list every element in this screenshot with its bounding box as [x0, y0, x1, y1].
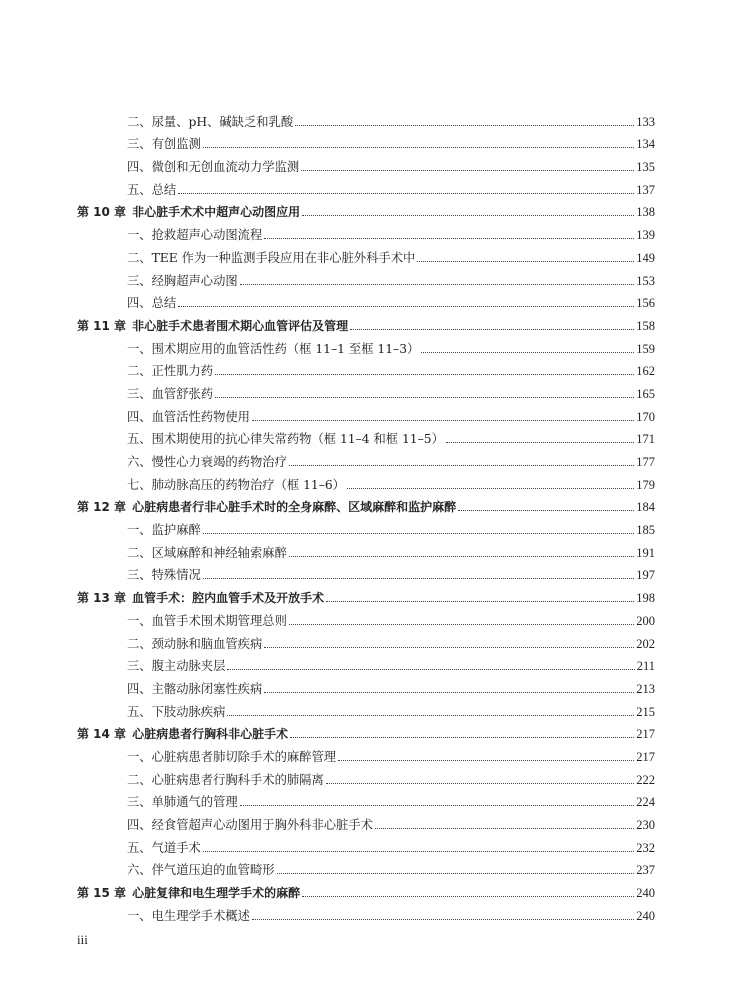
entry-title: 五、围术期使用的抗心律失常药物（框 11–4 和框 11–5） — [127, 432, 444, 447]
chapter-number: 第 13 章 — [77, 591, 127, 606]
toc-chapter-entry[interactable] — [77, 492, 655, 515]
entry-page-number: 215 — [636, 704, 655, 719]
entry-page-number: 217 — [636, 749, 655, 764]
entry-page-number: 137 — [636, 182, 655, 197]
toc-section-entry[interactable] — [77, 333, 655, 356]
entry-title: 血管手术：腔内血管手术及开放手术 — [132, 591, 325, 606]
dot-leader — [264, 646, 634, 648]
entry-page-number: 200 — [636, 613, 655, 628]
dot-leader — [347, 487, 634, 489]
toc-section-entry[interactable] — [77, 242, 655, 265]
toc-chapter-entry[interactable] — [77, 310, 655, 333]
table-of-contents — [77, 106, 655, 923]
entry-page-number: 139 — [636, 228, 655, 243]
toc-chapter-entry[interactable] — [77, 197, 655, 220]
dot-leader — [215, 373, 634, 375]
toc-section-entry[interactable] — [77, 446, 655, 469]
entry-page-number: 202 — [636, 636, 655, 651]
dot-leader — [421, 351, 634, 353]
toc-section-entry[interactable] — [77, 537, 655, 560]
entry-page-number: 162 — [636, 364, 655, 379]
entry-title: 非心脏手术术中超声心动图应用 — [132, 205, 301, 220]
dot-leader — [227, 714, 634, 716]
entry-title: 心脏病患者行非心脏手术时的全身麻醉、区域麻醉和监护麻醉 — [132, 500, 457, 515]
dot-leader — [302, 895, 634, 897]
entry-title: 五、气道手术 — [127, 840, 201, 855]
entry-page-number: 185 — [636, 523, 655, 538]
entry-page-number: 191 — [636, 545, 655, 560]
toc-section-entry[interactable] — [77, 673, 655, 696]
entry-page-number: 240 — [636, 908, 655, 923]
toc-chapter-entry[interactable] — [77, 582, 655, 605]
entry-page-number: 217 — [636, 727, 655, 742]
dot-leader — [227, 668, 634, 670]
dot-leader — [264, 691, 634, 693]
chapter-number: 第 11 章 — [77, 318, 127, 333]
entry-page-number: 156 — [636, 296, 655, 311]
entry-title: 心脏病患者行胸科非心脏手术 — [132, 727, 289, 742]
dot-leader — [289, 555, 634, 557]
entry-page-number: 170 — [636, 409, 655, 424]
dot-leader — [350, 328, 634, 330]
toc-section-entry[interactable] — [77, 809, 655, 832]
toc-chapter-entry[interactable] — [77, 719, 655, 742]
entry-title: 三、有创监测 — [127, 137, 201, 152]
entry-page-number: 224 — [636, 795, 655, 810]
dot-leader — [417, 260, 634, 262]
entry-title: 四、经食管超声心动图用于胸外科非心脏手术 — [127, 818, 373, 832]
entry-title: 六、伴气道压迫的血管畸形 — [127, 863, 275, 878]
entry-title: 一、电生理学手术概述 — [127, 908, 250, 923]
entry-title: 一、监护麻醉 — [127, 523, 201, 538]
entry-page-number: 222 — [636, 772, 655, 787]
dot-leader — [240, 804, 635, 806]
entry-page-number: 237 — [636, 863, 655, 878]
entry-title: 四、主髂动脉闭塞性疾病 — [127, 681, 263, 696]
chapter-number: 第 12 章 — [77, 500, 127, 515]
chapter-number: 第 14 章 — [77, 727, 127, 742]
dot-leader — [295, 124, 634, 126]
entry-title: 二、TEE 作为一种监测手段应用在非心脏外科手术中 — [127, 250, 416, 265]
toc-section-entry[interactable] — [77, 651, 655, 674]
dot-leader — [252, 918, 634, 920]
entry-title: 二、区域麻醉和神经轴索麻醉 — [127, 545, 287, 560]
entry-title: 非心脏手术患者围术期心血管评估及管理 — [132, 318, 349, 333]
toc-section-entry[interactable] — [77, 514, 655, 537]
dot-leader — [240, 283, 635, 285]
toc-section-entry[interactable] — [77, 378, 655, 401]
toc-section-entry[interactable] — [77, 174, 655, 197]
toc-section-entry[interactable] — [77, 356, 655, 379]
dot-leader — [203, 532, 634, 534]
dot-leader — [289, 464, 634, 466]
toc-section-entry[interactable] — [77, 741, 655, 764]
chapter-number: 第 15 章 — [77, 886, 127, 901]
page-number: iii — [77, 932, 88, 947]
toc-section-entry[interactable] — [77, 787, 655, 810]
entry-page-number: 159 — [636, 341, 655, 356]
entry-page-number: 133 — [636, 114, 655, 129]
entry-title: 三、经胸超声心动图 — [127, 273, 238, 288]
entry-page-number: 135 — [636, 160, 655, 175]
entry-title: 二、尿量、pH、碱缺乏和乳酸 — [127, 114, 294, 129]
dot-leader — [203, 850, 634, 852]
entry-page-number: 179 — [636, 477, 655, 492]
entry-page-number: 149 — [636, 250, 655, 265]
entry-page-number: 134 — [636, 137, 655, 152]
entry-page-number: 138 — [636, 205, 655, 220]
entry-title: 一、血管手术围术期管理总则 — [127, 613, 287, 628]
entry-page-number: 165 — [636, 386, 655, 401]
toc-section-entry[interactable] — [77, 401, 655, 424]
dot-leader — [203, 146, 634, 148]
entry-title: 四、血管活性药物使用 — [127, 409, 250, 424]
entry-title: 四、微创和无创血流动力学监测 — [127, 160, 300, 175]
entry-page-number: 171 — [636, 432, 655, 447]
toc-section-entry[interactable] — [77, 106, 655, 129]
toc-section-entry[interactable] — [77, 129, 655, 152]
entry-title: 二、颈动脉和脑血管疾病 — [127, 636, 263, 651]
toc-section-entry[interactable] — [77, 855, 655, 878]
entry-page-number: 198 — [636, 591, 655, 606]
toc-section-entry[interactable] — [77, 219, 655, 242]
entry-title: 一、围术期应用的血管活性药（框 11–1 至框 11–3） — [127, 341, 420, 356]
entry-page-number: 232 — [636, 840, 655, 855]
entry-page-number: 197 — [636, 568, 655, 583]
entry-title: 二、心脏病患者行胸科手术的肺隔离 — [127, 772, 324, 787]
toc-chapter-entry[interactable] — [77, 877, 655, 900]
entry-title: 六、慢性心力衰竭的药物治疗 — [127, 455, 287, 469]
dot-leader — [178, 192, 634, 194]
toc-section-entry[interactable] — [77, 560, 655, 583]
entry-page-number: 240 — [636, 886, 655, 901]
entry-page-number: 213 — [636, 681, 655, 696]
entry-page-number: 211 — [636, 659, 655, 674]
toc-section-entry[interactable] — [77, 469, 655, 492]
toc-section-entry[interactable] — [77, 832, 655, 855]
dot-leader — [289, 623, 634, 625]
entry-title: 三、腹主动脉夹层 — [127, 659, 226, 674]
dot-leader — [446, 441, 634, 443]
entry-page-number: 153 — [636, 273, 655, 288]
dot-leader — [302, 214, 634, 216]
dot-leader — [301, 169, 634, 171]
dot-leader — [277, 872, 635, 874]
entry-title: 一、心脏病患者肺切除手术的麻醉管理 — [127, 749, 337, 764]
toc-section-entry[interactable] — [77, 151, 655, 174]
dot-leader — [326, 600, 634, 602]
dot-leader — [458, 509, 634, 511]
entry-page-number: 184 — [636, 500, 655, 515]
entry-title: 一、抢救超声心动图流程 — [127, 228, 263, 243]
entry-page-number: 158 — [636, 318, 655, 333]
entry-title: 四、总结 — [127, 296, 177, 311]
entry-title: 三、单肺通气的管理 — [127, 795, 238, 810]
dot-leader — [375, 827, 634, 829]
toc-section-entry[interactable] — [77, 628, 655, 651]
dot-leader — [290, 736, 634, 738]
toc-section-entry[interactable] — [77, 424, 655, 447]
entry-page-number: 230 — [636, 818, 655, 832]
dot-leader — [215, 396, 634, 398]
dot-leader — [178, 305, 634, 307]
toc-section-entry[interactable] — [77, 696, 655, 719]
entry-title: 心脏复律和电生理学手术的麻醉 — [132, 886, 301, 901]
dot-leader — [203, 577, 634, 579]
entry-title: 五、下肢动脉疾病 — [127, 704, 226, 719]
dot-leader — [338, 759, 634, 761]
toc-section-entry[interactable] — [77, 605, 655, 628]
entry-title: 二、正性肌力药 — [127, 364, 214, 379]
toc-section-entry[interactable] — [77, 265, 655, 288]
toc-section-entry[interactable] — [77, 900, 655, 923]
dot-leader — [264, 237, 634, 239]
toc-section-entry[interactable] — [77, 288, 655, 311]
dot-leader — [252, 419, 634, 421]
entry-title: 五、总结 — [127, 182, 177, 197]
dot-leader — [326, 782, 634, 784]
entry-title: 三、特殊情况 — [127, 568, 201, 583]
entry-title: 三、血管舒张药 — [127, 386, 214, 401]
entry-title: 七、肺动脉高压的药物治疗（框 11–6） — [127, 477, 345, 492]
toc-section-entry[interactable] — [77, 764, 655, 787]
chapter-number: 第 10 章 — [77, 205, 127, 220]
entry-page-number: 177 — [636, 455, 655, 469]
